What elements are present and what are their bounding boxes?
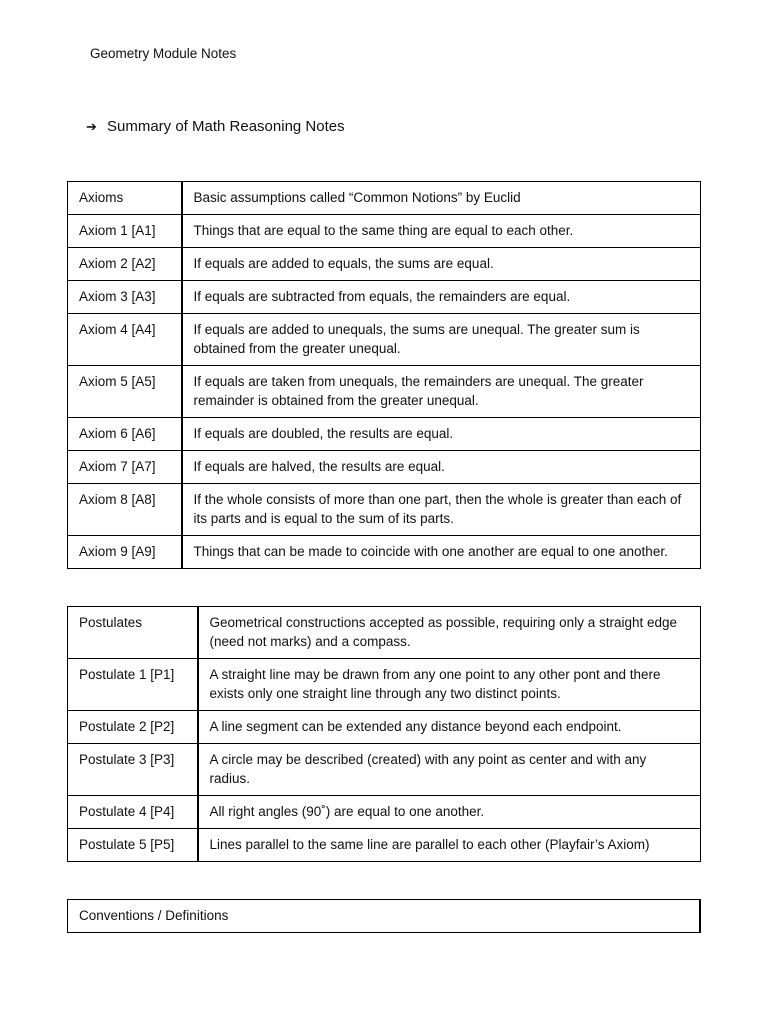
axioms-header-key: Axioms (68, 182, 182, 215)
table-row (68, 744, 701, 796)
postulate-key: Postulate 1 [P1] (68, 659, 198, 711)
axiom-key: Axiom 8 [A8] (68, 484, 182, 536)
axiom-key: Axiom 1 [A1] (68, 215, 182, 248)
table-row (68, 451, 701, 484)
table-row (68, 418, 701, 451)
axiom-key: Axiom 7 [A7] (68, 451, 182, 484)
postulate-text: Lines parallel to the same line are parallel to each other (Playfair’s Axiom) (198, 829, 701, 862)
axiom-key: Axiom 2 [A2] (68, 248, 182, 281)
table-row (68, 366, 701, 418)
table-row (68, 796, 701, 829)
table-row (68, 215, 701, 248)
axiom-key: Axiom 9 [A9] (68, 536, 182, 569)
postulate-key: Postulate 4 [P4] (68, 796, 198, 829)
axiom-key: Axiom 6 [A6] (68, 418, 182, 451)
table-row (68, 659, 701, 711)
axiom-text: If equals are added to unequals, the sums are unequal. The greater sum is obtained from the greater unequal. (182, 314, 701, 366)
postulate-text: A circle may be described (created) with any point as center and with any radius. (198, 744, 701, 796)
conventions-title: Conventions / Definitions (68, 900, 701, 933)
axiom-text: If equals are doubled, the results are equal. (182, 418, 701, 451)
axiom-text: If the whole consists of more than one part, then the whole is greater than each of its parts and is equal to the sum of its parts. (182, 484, 701, 536)
postulates-table (67, 606, 701, 862)
postulates-header-text: Geometrical constructions accepted as possible, requiring only a straight edge (need not marks) and a compass. (198, 607, 701, 659)
postulate-key: Postulate 3 [P3] (68, 744, 198, 796)
conventions-header-row (68, 900, 701, 933)
axioms-table (67, 181, 701, 569)
table-row (68, 484, 701, 536)
axioms-header-text: Basic assumptions called “Common Notions” by Euclid (182, 182, 701, 215)
table-row (68, 711, 701, 744)
table-row (68, 829, 701, 862)
table-row (68, 314, 701, 366)
table-row (68, 281, 701, 314)
document-header: Geometry Module Notes (90, 46, 237, 61)
axiom-text: If equals are subtracted from equals, the remainders are equal. (182, 281, 701, 314)
axiom-key: Axiom 3 [A3] (68, 281, 182, 314)
summary-heading-text: Summary of Math Reasoning Notes (107, 118, 345, 135)
postulate-key: Postulate 2 [P2] (68, 711, 198, 744)
postulate-key: Postulate 5 [P5] (68, 829, 198, 862)
postulates-header-key: Postulates (68, 607, 198, 659)
axiom-text: If equals are taken from unequals, the remainders are unequal. The greater remainder is obtained from the greater unequal. (182, 366, 701, 418)
postulate-text: A line segment can be extended any distance beyond each endpoint. (198, 711, 701, 744)
axiom-text: If equals are halved, the results are equal. (182, 451, 701, 484)
axiom-text: Things that are equal to the same thing are equal to each other. (182, 215, 701, 248)
axiom-text: Things that can be made to coincide with one another are equal to one another. (182, 536, 701, 569)
axiom-key: Axiom 4 [A4] (68, 314, 182, 366)
postulates-header-row (68, 607, 701, 659)
summary-heading (86, 118, 345, 135)
table-row (68, 248, 701, 281)
conventions-table (67, 899, 701, 933)
table-row (68, 536, 701, 569)
axiom-text: If equals are added to equals, the sums are equal. (182, 248, 701, 281)
postulate-text: All right angles (90˚) are equal to one another. (198, 796, 701, 829)
axiom-key: Axiom 5 [A5] (68, 366, 182, 418)
postulate-text: A straight line may be drawn from any one point to any other pont and there exists only one straight line through any two distinct points. (198, 659, 701, 711)
axioms-header-row (68, 182, 701, 215)
arrow-right-icon: ➔ (86, 118, 97, 134)
